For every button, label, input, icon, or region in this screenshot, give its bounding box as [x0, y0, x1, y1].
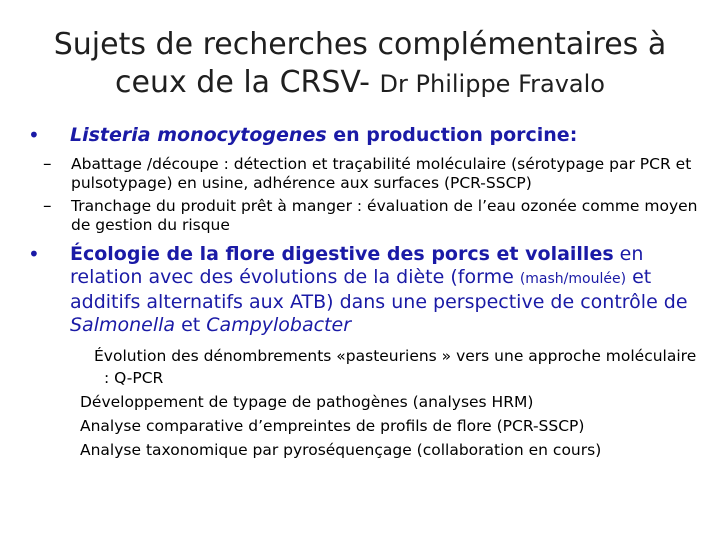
sub-item — [28, 197, 700, 235]
salmonella-species: Salmonella — [70, 314, 176, 336]
bullet-ecologie-text — [70, 243, 700, 337]
sub-item-text: Abattage /découpe : détection et traçabilité moléculaire (sérotypage par PCR et pulsotypage) en usine, adhérence aux surfaces (PCR-SSCP) — [71, 155, 692, 192]
title-author: Dr Philippe Fravalo — [379, 70, 605, 98]
bullet-listeria-text — [70, 124, 700, 147]
bullet-dot-icon: • — [28, 123, 40, 147]
slide-title — [40, 26, 680, 103]
sub-item-text: Tranchage du produit prêt à manger : évaluation de l’eau ozonée comme moyen de gestion du risque — [71, 197, 698, 234]
plain-item: Analyse comparative d’empreintes de profils de flore (PCR-SSCP) — [80, 417, 585, 435]
title-main: Sujets de recherches complémentaires à ceux de la CRSV- — [53, 27, 667, 100]
bullet-listeria — [28, 124, 700, 147]
bullet-ecologie — [28, 243, 700, 337]
listeria-species: Listeria monocytogenes — [70, 124, 327, 146]
ecologie-text-1: en relation avec des évolutions de la diète (forme — [70, 243, 644, 288]
sub-item — [28, 155, 700, 193]
bullet-dot-icon: • — [28, 242, 40, 266]
ecologie-text-2: et additifs alternatifs aux ATB) dans une perspective de contrôle de — [70, 266, 688, 313]
dash-icon: – — [43, 196, 52, 216]
listeria-subitems — [28, 155, 700, 235]
campylobacter-species: Campylobacter — [206, 314, 352, 336]
ecologie-small: (mash/moulée) — [519, 271, 627, 287]
plain-item: Évolution des dénombrements «pasteuriens » vers une approche moléculaire : Q-PCR — [94, 347, 697, 387]
plain-item: Développement de typage de pathogènes (analyses HRM) — [80, 393, 534, 411]
dash-icon: – — [43, 154, 52, 174]
ecologie-bold: Écologie de la flore digestive des porcs et volailles — [70, 243, 614, 265]
ecologie-items — [28, 345, 700, 461]
ecologie-text-3: et — [175, 314, 207, 336]
listeria-rest: en production porcine: — [326, 124, 578, 146]
plain-item: Analyse taxonomique par pyroséquençage (collaboration en cours) — [80, 441, 602, 459]
slide-content — [28, 124, 700, 461]
